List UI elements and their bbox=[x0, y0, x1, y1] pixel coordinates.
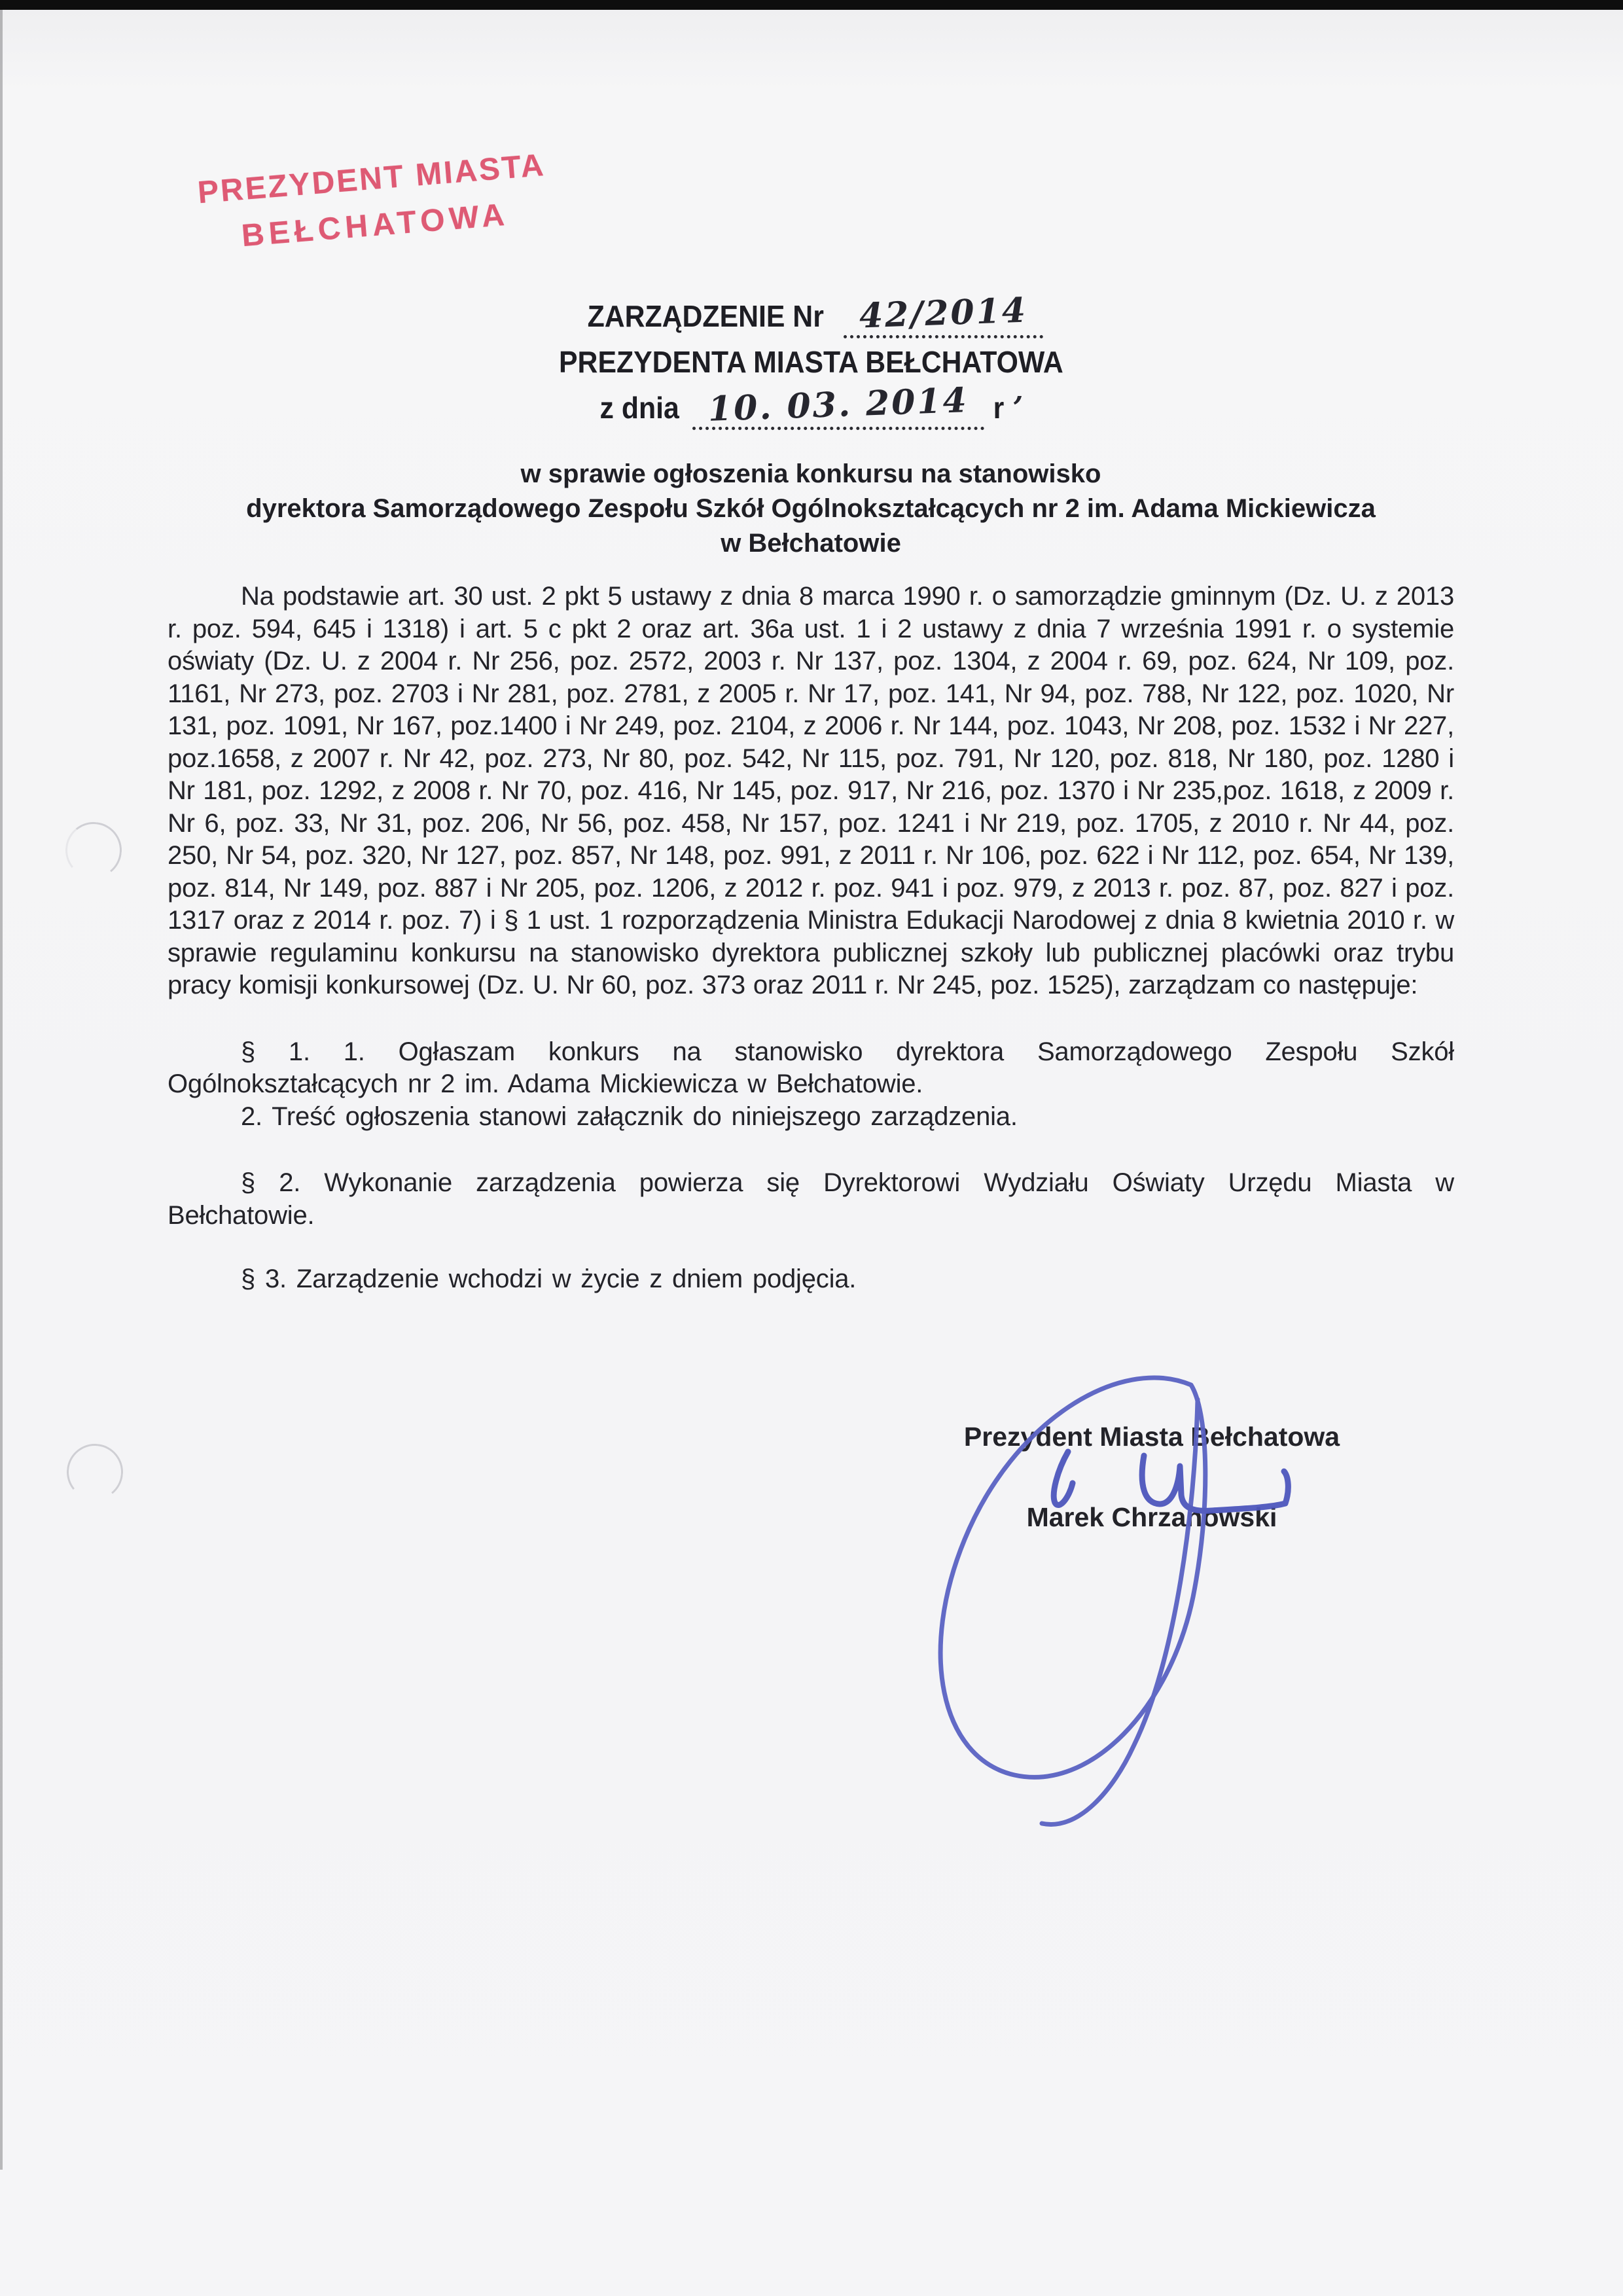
dotted-line-date bbox=[692, 380, 984, 430]
stamp-text-line1: PREZYDENT MIASTA bbox=[196, 147, 547, 211]
subject-block bbox=[168, 457, 1454, 561]
section-1-paragraph-2: 2. Treść ogłoszenia stanowi załącznik do niniejszego zarządzenia. bbox=[241, 1102, 1018, 1131]
scan-edge-top bbox=[0, 0, 1623, 10]
ordinance-issuer: PREZYDENTA MIASTA BEŁCHATOWA bbox=[558, 345, 1063, 379]
title-line-2 bbox=[168, 339, 1454, 385]
mayor-stamp bbox=[192, 147, 554, 257]
title-line-3 bbox=[168, 380, 1454, 431]
punch-hole-mark bbox=[64, 1441, 126, 1503]
section-3-paragraph-1: § 3. Zarządzenie wchodzi w życie z dniem podjęcia. bbox=[241, 1265, 857, 1293]
handwritten-ordinance-number: 42/2014 bbox=[858, 290, 1028, 336]
title-block bbox=[168, 290, 1454, 431]
legal-basis-paragraph: Na podstawie art. 30 ust. 2 pkt 5 ustawy z dnia 8 marca 1990 r. o samorządzie gminnym (Dz. U. z 2013 r. poz. 594, 645 i 1318) i art. 5 c pkt 2 oraz art. 36a ust. 1 i 2 ustawy z dnia 7 września 1991 r. o systemie oświaty (Dz. U. z 2004 r. Nr 256, poz. 2572, 2003 r. Nr 137, poz. 1304, z 2004 r. 69, poz. 624, Nr 109, poz. 1161, Nr 273, poz. 2703 i Nr 281, poz. 2781, z 2005 r. Nr 17, poz. 141, Nr 94, poz. 788, Nr 122, poz. 1020, Nr 131, poz. 1091, Nr 167, poz.1400 i Nr 249, poz. 2104, z 2006 r. Nr 144, poz. 1043, Nr 208, poz. 1532 i Nr 227, poz.1658, z 2007 r. Nr 42, poz. 273, Nr 80, poz. 542, Nr 115, poz. 791, Nr 120, poz. 818, Nr 180, poz. 1280 i Nr 181, poz. 1292, z 2008 r. Nr 70, poz. 416, Nr 145, poz. 917, Nr 216, poz. 1370 i Nr 235,poz. 1618, z 2009 r. Nr 6, poz. 33, Nr 31, poz. 206, Nr 56, poz. 458, Nr 157, poz. 1241 i Nr 219, poz. 1705, z 2010 r. Nr 44, poz. 250, Nr 54, poz. 320, Nr 127, poz. 857, Nr 148, poz. 991, z 2011 r. Nr 106, poz. 622 i Nr 112, poz. 654, Nr 139, poz. 814, Nr 149, poz. 887 i Nr 205, poz. 1206, z 2012 r. poz. 941 i poz. 979, z 2013 r. poz. 87, poz. 827 i poz. 1317 oraz z 2014 r. poz. 7) i § 1 ust. 1 rozporządzenia Ministra Edukacji Narodowej z dnia 8 kwietnia 2010 r. w sprawie regulaminu konkursu na stanowisko dyrektora publicznej szkoły lub publicznej placówki oraz trybu pracy komisji konkursowej (Dz. U. Nr 60, poz. 373 oraz 2011 r. Nr 245, poz. 1525), zarządzam co następuje: bbox=[168, 582, 1454, 999]
handwritten-signature-ink bbox=[903, 1346, 1361, 1863]
section-1-paragraph-1: § 1. 1. Ogłaszam konkurs na stanowisko dyrektora Samorządowego Zespołu Szkół Ogólnokształcących nr 2 im. Adama Mickiewicza w Bełchatowie. bbox=[168, 1037, 1454, 1098]
handwritten-tick: ʼ bbox=[1012, 390, 1025, 425]
dotted-line-number bbox=[844, 290, 1043, 338]
subject-line-3: w Bełchatowie bbox=[721, 529, 901, 558]
date-suffix: r bbox=[993, 391, 1005, 425]
signature-name: Marek Chrzanowski bbox=[1026, 1502, 1277, 1532]
subject-line-2: dyrektora Samorządowego Zespołu Szkół Ogólnokształcących nr 2 im. Adama Mickiewicza bbox=[246, 494, 1376, 523]
ordinance-title-prefix: ZARZĄDZENIE Nr bbox=[587, 299, 825, 333]
handwritten-date: 10. 03. 2014 bbox=[707, 380, 970, 429]
scan-edge-left bbox=[0, 10, 3, 2170]
signature-title: Prezydent Miasta Bełchatowa bbox=[963, 1422, 1340, 1452]
title-line-1 bbox=[168, 290, 1454, 339]
punch-hole-mark bbox=[63, 819, 125, 882]
subject-line-1: w sprawie ogłoszenia konkursu na stanowisko bbox=[520, 459, 1101, 488]
stamp-text-line2: BEŁCHATOWA bbox=[240, 197, 510, 254]
section-2-paragraph-1: § 2. Wykonanie zarządzenia powierza się Dyrektorowi Wydziału Oświaty Urzędu Miasta w Bełchatowie. bbox=[168, 1168, 1454, 1230]
date-prefix: z dnia bbox=[599, 391, 679, 425]
document-body bbox=[168, 290, 1454, 1296]
